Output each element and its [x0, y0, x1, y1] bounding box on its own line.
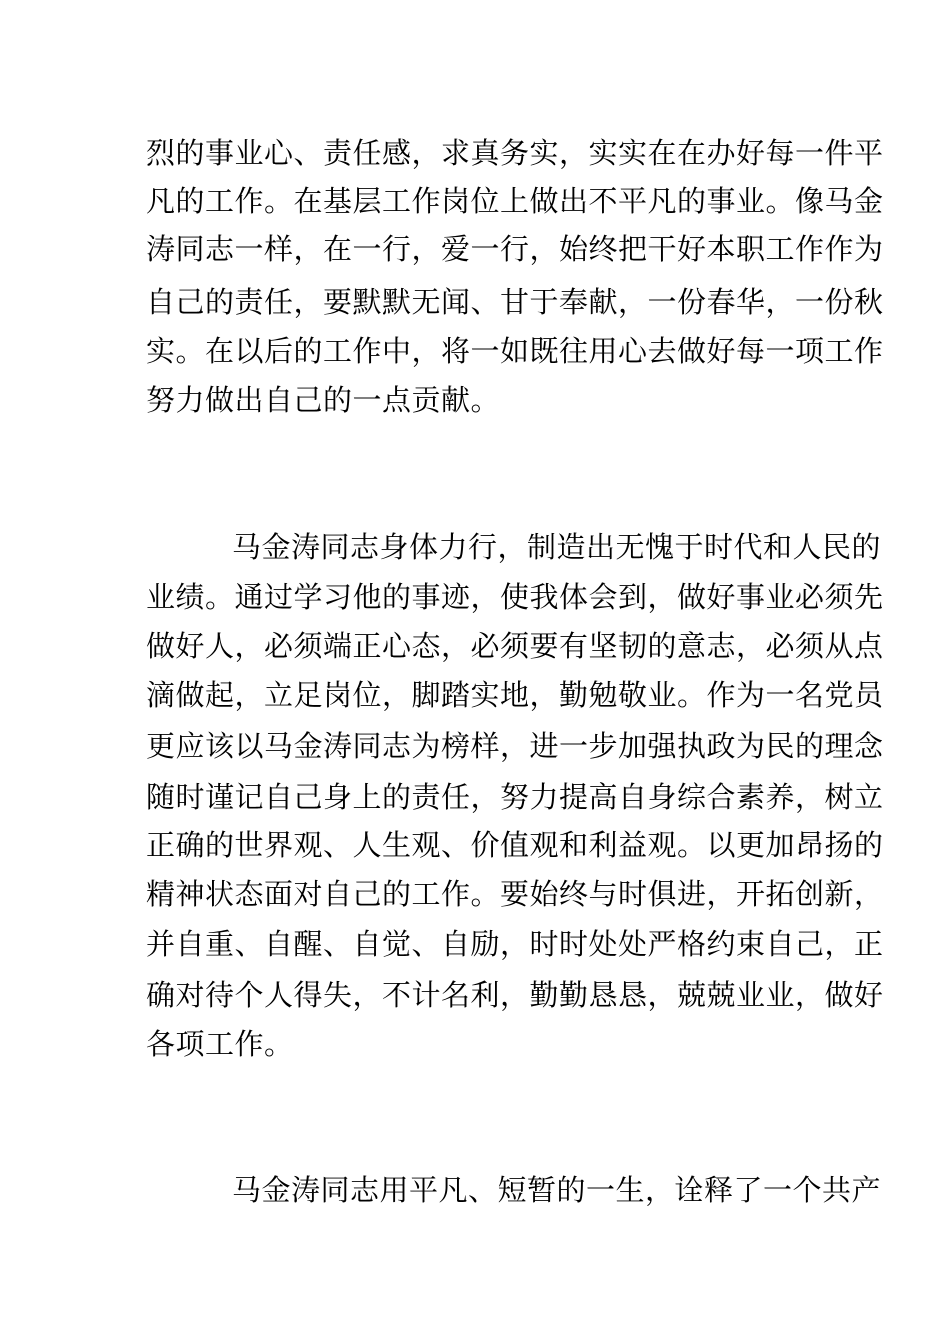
text-line: 正确的世界观、人生观、价值观和利益观。以更加昂扬的: [146, 828, 884, 862]
text-line: 努力做出自己的一点贡献。: [146, 383, 501, 417]
text-line: 马金涛同志身体力行，制造出无愧于时代和人民的: [232, 530, 882, 564]
text-line: 各项工作。: [146, 1027, 294, 1061]
text-line: 更应该以马金涛同志为榜样，进一步加强执政为民的理念: [146, 729, 884, 763]
text-line: 马金涛同志用平凡、短暂的一生，诠释了一个共产: [232, 1173, 882, 1207]
text-line: 做好人，必须端正心态，必须要有坚韧的意志，必须从点: [146, 629, 884, 663]
text-line: 凡的工作。在基层工作岗位上做出不平凡的事业。像马金: [146, 184, 884, 218]
text-line: 精神状态面对自己的工作。要始终与时俱进，开拓创新，: [146, 877, 884, 911]
text-line: 并自重、自醒、自觉、自励，时时处处严格约束自己，正: [146, 927, 884, 961]
text-line: 烈的事业心、责任感，求真务实，实实在在办好每一件平: [146, 136, 884, 170]
text-line: 实。在以后的工作中，将一如既往用心去做好每一项工作: [146, 334, 884, 368]
text-line: 业绩。通过学习他的事迹，使我体会到，做好事业必须先: [146, 580, 884, 614]
text-line: 涛同志一样，在一行，爱一行，始终把干好本职工作作为: [146, 232, 884, 266]
text-line: 随时谨记自己身上的责任，努力提高自身综合素养，树立: [146, 780, 884, 814]
text-line: 滴做起，立足岗位，脚踏实地，勤勉敬业。作为一名党员: [146, 678, 884, 712]
text-line: 自己的责任，要默默无闻、甘于奉献，一份春华，一份秋: [146, 285, 884, 319]
text-line: 确对待个人得失，不计名利，勤勤恳恳，兢兢业业，做好: [146, 978, 884, 1012]
